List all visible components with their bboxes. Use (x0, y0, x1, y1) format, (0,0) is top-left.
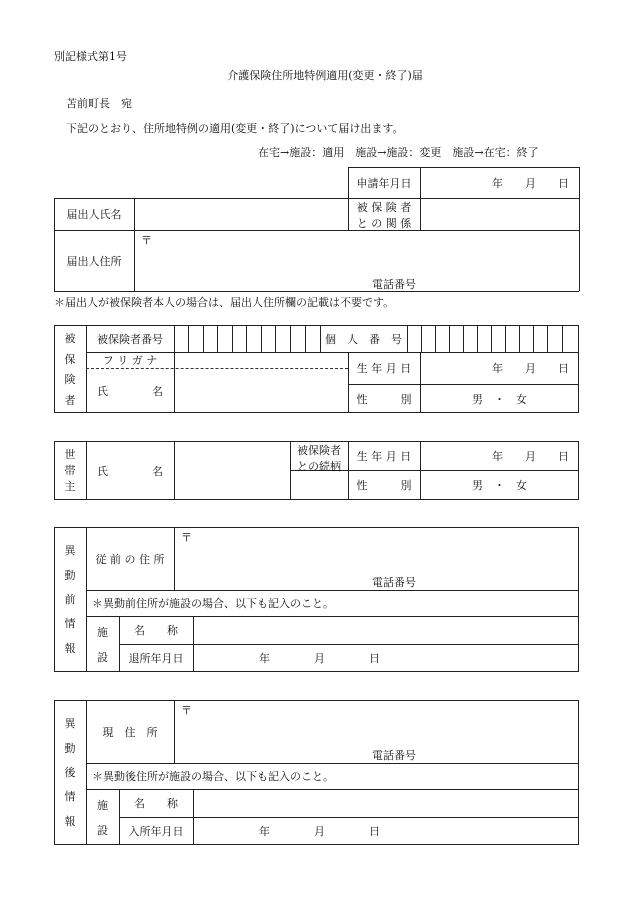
phone-label: 電話番号 (372, 278, 416, 291)
after-facility-name-field[interactable] (195, 791, 577, 815)
before-facility-name-label: 名 称 (134, 624, 178, 637)
insured-dob-label: 生 年 月 日 (356, 362, 412, 375)
phone-label: 電話番号 (372, 576, 416, 589)
after-side-label: 異 動 後 情 報 (64, 717, 76, 828)
applicant-note: ＊届出人が被保険者本人の場合は、届出人住所欄の記載は不要です。 (54, 296, 395, 309)
intro-text: 下記のとおり、住所地特例の適用(変更・終了)について届け出ます。 (66, 122, 404, 135)
household-relation-field[interactable] (292, 472, 346, 498)
household-dob-label: 生 年 月 日 (356, 449, 412, 463)
application-date-label: 申請年月日 (356, 176, 412, 190)
previous-address-label: 従 前 の 住 所 (95, 552, 165, 566)
insured-name-label: 氏 名 (97, 385, 163, 398)
applicant-name-label: 届出人氏名 (66, 208, 122, 221)
household-sex-field[interactable]: 男 ・ 女 (472, 479, 527, 492)
insured-sex-label: 性 別 (356, 392, 412, 406)
form-number: 別記様式第1号 (54, 50, 127, 63)
notification-types: 在宅→施設：適用 施設→施設：変更 施設→在宅：終了 (258, 146, 539, 159)
insured-number-field[interactable] (176, 327, 320, 350)
after-facility-name-label: 名 称 (134, 797, 178, 810)
household-name-field[interactable] (176, 443, 288, 498)
insured-number-label: 被保険者番号 (97, 332, 163, 346)
before-facility-name-field[interactable] (195, 618, 577, 642)
discharge-date-label: 退所年月日 (128, 652, 184, 665)
form-title: 介護保険住所地特例適用(変更・終了)届 (227, 69, 423, 82)
after-facility-side-label: 施 設 (97, 798, 108, 837)
discharge-date-field[interactable]: 年 月 日 (259, 652, 380, 665)
insured-sex-field[interactable]: 男 ・ 女 (472, 392, 527, 406)
household-sex-label: 性 別 (356, 479, 412, 492)
applicant-name-field[interactable] (136, 200, 346, 228)
insured-dob-field[interactable]: 年 月 日 (492, 362, 569, 375)
before-side-label: 異 動 前 情 報 (64, 544, 76, 655)
household-side-label: 世 帯 主 (64, 448, 76, 493)
after-note: ＊異動後住所が施設の場合、以下も記入のこと。 (92, 770, 334, 783)
admission-date-field[interactable]: 年 月 日 (259, 825, 380, 838)
before-note: ＊異動前住所が施設の場合、以下も記入のこと。 (92, 597, 334, 610)
current-address-label: 現 住 所 (102, 725, 158, 739)
personal-number-label: 個 人 番 号 (325, 332, 402, 346)
household-dob-field[interactable]: 年 月 日 (492, 449, 569, 463)
phone-label: 電話番号 (372, 749, 416, 762)
relation-label: 被 保 険 者 と の 関 係 (356, 201, 412, 230)
household-relation-label: 被保険者 との続柄 (297, 444, 341, 473)
applicant-address-label: 届出人住所 (66, 254, 122, 268)
application-date-field[interactable]: 年 月 日 (492, 176, 569, 190)
addressee: 苫前町長 宛 (66, 97, 132, 110)
insured-name-field[interactable] (176, 370, 346, 411)
furigana-label: フ リ ガ ナ (102, 354, 158, 367)
before-facility-side-label: 施 設 (97, 625, 108, 664)
personal-number-field[interactable] (409, 327, 577, 350)
postal-mark: 〒 (181, 531, 192, 544)
household-name-label: 氏 名 (97, 464, 163, 478)
insured-side-label: 被 保 険 者 (64, 332, 76, 407)
postal-mark: 〒 (181, 704, 192, 717)
relation-field[interactable] (422, 200, 577, 228)
postal-mark: 〒 (141, 234, 152, 247)
admission-date-label: 入所年月日 (128, 825, 184, 838)
